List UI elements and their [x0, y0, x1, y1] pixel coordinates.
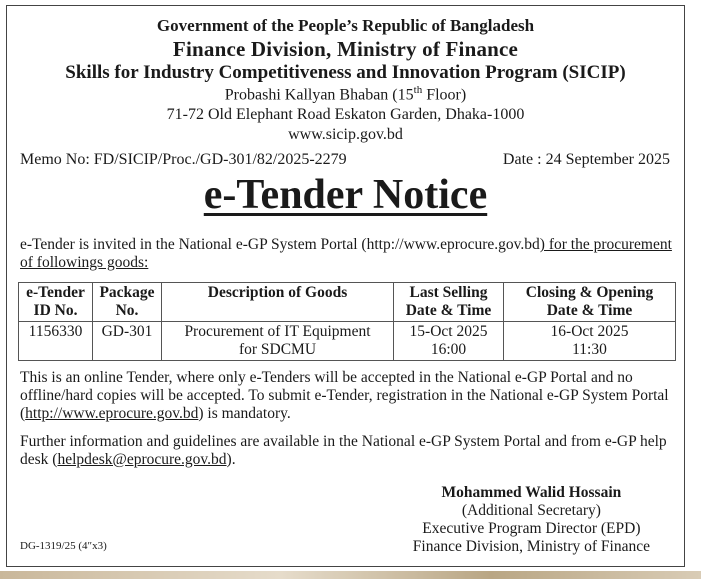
- signatory-name: Mohammed Walid Hossain: [441, 484, 622, 501]
- para2-end: ).: [226, 451, 236, 468]
- col-sell-line1: Last Selling: [409, 284, 488, 301]
- signatory-office: Finance Division, Ministry of Finance: [412, 538, 650, 555]
- signatory-role2: Executive Program Director (EPD): [422, 520, 641, 537]
- col-id-line1: e-Tender: [26, 284, 85, 301]
- para1-text: This is an online Tender, where only e-Tenders will be accepted in the National e-GP Portal and no offline/hard copies will be accepted. To submit e-Tender, registration in the National e-GP System Portal (: [20, 369, 669, 422]
- col-pkg-line1: Package: [99, 284, 155, 301]
- building-end: Floor): [422, 86, 467, 104]
- program-heading: Skills for Industry Competitiveness and Innovation Program (SICIP): [65, 62, 626, 83]
- signatory-role1: (Additional Secretary): [461, 502, 601, 519]
- scan-edge: [0, 571, 701, 579]
- col-closing: [504, 283, 676, 322]
- col-pkg-line2: No.: [115, 302, 139, 319]
- col-sell-line2: Date & Time: [405, 302, 492, 319]
- col-id-line2: ID No.: [33, 302, 78, 319]
- online-tender-paragraph: [20, 369, 678, 423]
- table-row: [19, 322, 676, 361]
- col-close-line2: Date & Time: [546, 302, 633, 319]
- sell-time: 16:00: [430, 341, 467, 358]
- cell-last-selling: [394, 322, 504, 361]
- notice-title: e-Tender Notice: [203, 172, 488, 218]
- intro-text: e-Tender is invited in the National e-GP System Portal (http://www.eprocure.gov.bd: [20, 236, 540, 253]
- cell-closing: [504, 322, 676, 361]
- cell-id: 1156330: [19, 322, 93, 361]
- division-heading: Finance Division, Ministry of Finance: [172, 37, 519, 61]
- publication-code: DG-1319/25 (4″x3): [20, 540, 107, 552]
- website-line: www.sicip.gov.bd: [288, 126, 403, 143]
- eprocure-link[interactable]: http://www.eprocure.gov.bd: [25, 405, 199, 422]
- building-line: [7, 84, 684, 104]
- helpdesk-link[interactable]: helpdesk@eprocure.gov.bd: [57, 451, 227, 468]
- tender-notice: [6, 5, 685, 567]
- memo-number: Memo No: FD/SICIP/Proc./GD-301/82/2025-2279: [20, 151, 347, 168]
- cell-package: GD-301: [93, 322, 162, 361]
- address-line: 71-72 Old Elephant Road Eskaton Garden, Dhaka-1000: [166, 106, 525, 123]
- info-paragraph: [20, 433, 678, 469]
- col-last-selling: [394, 283, 504, 322]
- intro-paragraph: [20, 236, 675, 272]
- sell-date: 15-Oct 2025: [409, 323, 488, 340]
- close-date: 16-Oct 2025: [550, 323, 629, 340]
- col-close-line1: Closing & Opening: [525, 284, 654, 301]
- desc-line2: for SDCMU: [238, 341, 317, 358]
- cell-description: [162, 322, 394, 361]
- close-time: 11:30: [572, 341, 607, 358]
- para1-end: ) is mandatory.: [198, 405, 291, 422]
- intro-underlined: ) for the procurement of followings goods:: [20, 236, 672, 271]
- col-package: [93, 283, 162, 322]
- building-text: Probashi Kallyan Bhaban (15: [224, 86, 414, 104]
- building-sup: th: [413, 84, 423, 96]
- memo-date: Date : 24 September 2025: [502, 151, 670, 168]
- tender-table: [18, 282, 676, 361]
- para2-text: Further information and guidelines are available in the National e-GP System Portal and from e-GP help desk (: [20, 433, 667, 468]
- table-header-row: [19, 283, 676, 322]
- col-id: [19, 283, 93, 322]
- signature-block: [413, 484, 650, 556]
- desc-line1: Procurement of IT Equipment: [184, 323, 371, 340]
- govt-heading: Government of the People’s Republic of Bangladesh: [156, 16, 535, 35]
- col-desc-label: Description of Goods: [207, 284, 348, 301]
- col-description: [162, 283, 394, 322]
